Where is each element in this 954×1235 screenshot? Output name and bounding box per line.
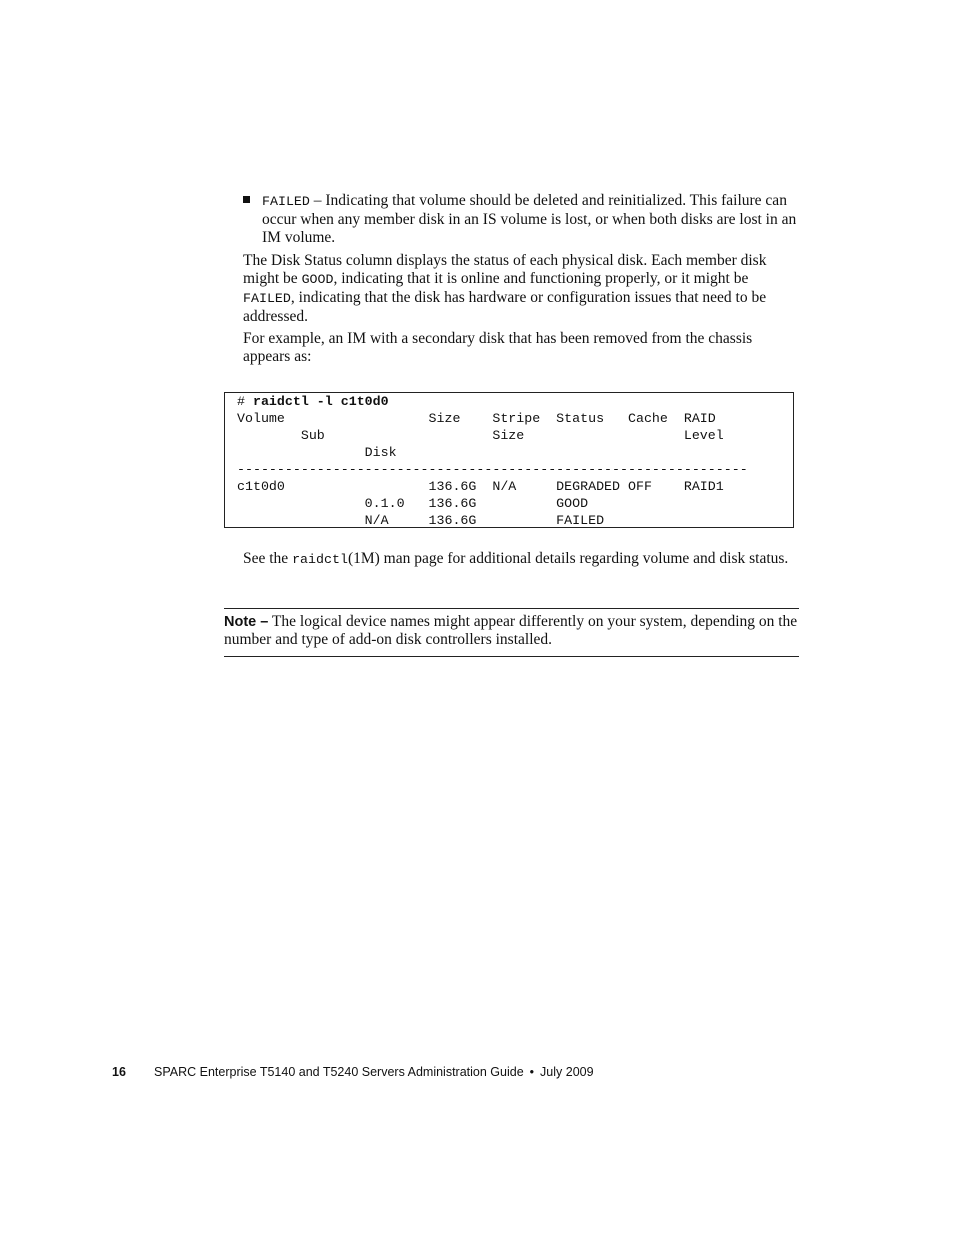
output-line: 0.1.0 136.6G GOOD (237, 496, 589, 511)
failed-code: FAILED (262, 194, 310, 209)
page-footer (112, 1063, 594, 1081)
output-line: Disk (237, 445, 397, 460)
square-bullet-icon (243, 196, 250, 203)
good-code: GOOD (301, 272, 334, 287)
output-line: c1t0d0 136.6G N/A DEGRADED OFF RAID1 (237, 479, 724, 494)
disk-status-text-2: , indicating that it is online and functioning properly, or it might be (333, 270, 749, 287)
output-line: ---------------------------------------------------------------- (237, 462, 748, 477)
shell-prompt: # (237, 394, 253, 409)
raidctl-command: raidctl -l c1t0d0 (252, 394, 389, 409)
footer-title: SPARC Enterprise T5140 and T5240 Servers Administration Guide (154, 1065, 524, 1079)
note-label: Note – (224, 614, 269, 630)
see-man-page-paragraph (243, 550, 803, 569)
example-paragraph: For example, an IM with a secondary disk that has been removed from the chassis appears as: (243, 330, 753, 365)
note-body: The logical device names might appear differently on your system, depending on the number and type of add-on disk controllers installed. (224, 613, 798, 648)
code-example-box (224, 392, 794, 528)
command-line (237, 393, 793, 410)
failed-description: – Indicating that volume should be deleted and reinitialized. This failure can occur when any member disk in an IS volume is lost, or when both disks are lost in an IM volume. (262, 192, 797, 246)
failed-code-inline: FAILED (243, 291, 291, 306)
disk-status-text-1: The Disk Status column displays the status of each physical disk. Each member disk might be (243, 252, 767, 287)
disk-status-text-3: , indicating that the disk has hardware or configuration issues that need to be addressed. (243, 289, 767, 325)
output-line: Volume Size Stripe Status Cache RAID (237, 411, 716, 426)
footer-date: July 2009 (540, 1065, 594, 1079)
output-line: N/A 136.6G FAILED (237, 513, 605, 528)
bullet-text (262, 192, 803, 247)
bullet-item-failed (243, 192, 803, 247)
footer-separator: • (529, 1065, 535, 1079)
disk-status-paragraph (243, 252, 803, 326)
raidctl-code: raidctl (292, 552, 348, 567)
see-text-2: (1M) man page for additional details regarding volume and disk status. (347, 550, 789, 567)
page-number: 16 (112, 1065, 126, 1079)
note-box (224, 608, 799, 657)
note-text (224, 613, 799, 649)
output-line: Sub Size Level (237, 428, 724, 443)
see-text-1: See the (243, 550, 293, 567)
